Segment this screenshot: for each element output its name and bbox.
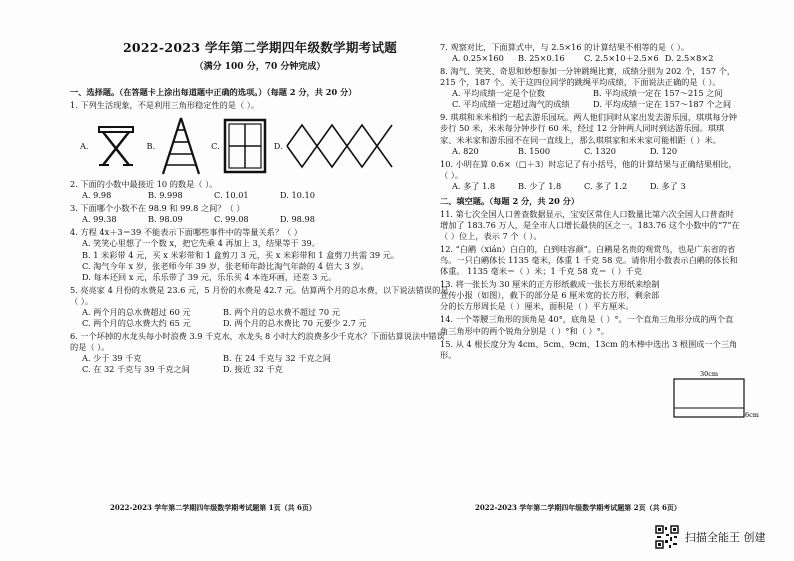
option-c[interactable]: C. 2.5×10＋2.5×6 [584,53,659,64]
left-page [70,0,450,375]
option-d[interactable]: D. 10.10 [280,190,315,201]
question-13-figure [668,368,760,424]
question-12: 12. “白鹇（xián）白白的，白到哇容颜”。白鹇是名贵的观赏鸟，也是广东省的省鸟。一只白鹇体长 1135 毫米，体重 1 千克 58 克。请你用小数表示白鹇的体长和体重。 1135 毫米＝（ ）米；1 千克 58 克＝（ ）千克 [440,244,738,277]
option-a[interactable]: A. [80,121,141,171]
question-7: 7. 观察对比，下面算式中，与 2.5×16 的计算结果不相等的是（ ）。 [440,42,690,52]
option-a[interactable]: A. 两个月的总水费超过 60 元 [82,306,191,317]
option-a[interactable]: A. 0.25×160 [452,53,504,64]
option-d[interactable]: D. 多了 3 [650,180,686,191]
question-5: 5. 亮亮家 4 月份的水费是 23.6 元，5 月份的水费是 42.7 元。估算两个月的总水费，以下说法错误的是（ ）。 [70,284,449,306]
option-b[interactable]: B. 在 24 千克与 32 千克之间 [223,353,331,364]
question-3-options [70,214,450,225]
question-7-options [440,53,740,64]
option-d[interactable]: D. [274,123,395,169]
page-title: 2022-2023 学年第二学期四年级数学期考试题 [122,40,398,55]
option-c[interactable]: C. 平均成绩一定超过淘气的成绩 [452,99,570,110]
option-a[interactable]: A. 99.38 [82,214,117,225]
option-c[interactable]: C. 1320 [584,145,617,156]
question-9-options [440,146,740,157]
option-c[interactable]: C. 在 32 千克与 39 千克之间 [82,364,190,375]
qr-code-icon [655,525,679,549]
option-a[interactable]: A. 9.98 [82,190,112,201]
option-d[interactable]: D. 平均成绩一定在 157～187 个之间 [593,99,732,110]
folding-stool-icon [91,121,141,171]
option-d[interactable]: D. 两个月的总水费比 70 元要少 2.7 元 [223,317,367,328]
option-c[interactable]: C. 99.08 [214,214,249,225]
question-5-options [70,307,450,329]
option-b[interactable]: B. 1 米彩带 4 元，买 x 米彩带和 1 盒剪刀 3 元，买 x 米彩带和 1 盒剪刀共需 39 元。 [82,249,400,260]
option-d[interactable]: D. 2.5×8×2 [664,53,714,64]
page-footer-left: 2022-2023 学年第二学期四年级数学期考试题第 1页（共 6页） [110,503,316,512]
option-b[interactable]: B. 1500 [518,145,551,156]
option-d[interactable]: D. 120 [650,145,678,156]
question-1: 1. 下列生活现象，不是利用三角形稳定性的是（ ）。 [70,100,260,111]
question-13: 13. 将一张长为 30 厘米的正方形纸截成一张长方形纸来绘制宣传小报（如图），截下的部分是 6 厘米宽的长方形，剩余部分的长方形周长是（ ）厘米，面积是（ ）平方厘米。 [440,279,660,312]
question-6-options [70,353,450,375]
option-c[interactable]: C. 10.01 [214,190,249,201]
option-d[interactable]: D. 每本还回 x 元，乐乐带了 39 元，乐乐买 4 本连环画，还差 3 元。 [82,271,337,282]
option-b[interactable]: B. 两个月的总水费不超过 70 元 [223,306,340,317]
question-4-options [70,238,450,282]
option-a[interactable]: A. 少于 39 千克 [82,353,142,364]
option-c[interactable]: C. 淘气今年 x 岁，张老师今年 39 岁，张老师年龄比淘气年龄的 4 倍大 3 岁。 [82,260,369,271]
scanner-watermark [655,525,766,549]
ladder-icon [157,116,205,176]
page-footer-right: 2022-2023 学年第二学期四年级数学期考试题第 2页（共 6页） [475,503,681,512]
question-9: 9. 琪琪和米米相约一起去游乐园玩。两人他们同时从家出发去游乐园，琪琪每分钟步行 50 米，米米每分钟步行 60 米，经过 12 分钟两人同时到达游乐园。琪琪家、米米家和游乐园不在同一直线上，那么琪琪家和米米家可能相距（ ）米。 [440,112,737,145]
option-b[interactable]: B. 98.09 [148,214,183,225]
option-b[interactable]: B. 少了 1.8 [518,180,562,191]
question-3: 3. 下面哪个小数不在 98.9 和 99.8 之间？（ ） [70,203,245,214]
question-2: 2. 下面的小数中最接近 10 的数是（ ）。 [70,179,218,190]
question-11: 11. 第七次全国人口普查数据显示，宝安区常住人口数量比第六次全国人口普查时增加了 183.76 万人，是全市人口增长最快的区之一。183.76 这个小数中的“7”在（ ）位上，表示 7 个（ ）。 [440,208,740,241]
question-10-options [440,181,740,192]
question-4: 4. 方程 4x＋3＝39 不能表示下面哪些事件中的等量关系？（ ） [70,227,302,238]
option-b[interactable]: B. 25×0.16 [518,53,565,64]
figure-side-label: 6cm [745,411,759,419]
page-subtitle: （满分 100 分，70 分钟完成） [194,61,326,72]
lattice-fence-icon [285,123,395,169]
question-2-options [70,190,450,201]
question-1-figures [80,115,450,177]
option-c[interactable]: C. 多了 1.2 [584,180,628,191]
option-b[interactable]: B. 平均成绩一定在 157～215 之间 [593,88,723,99]
option-b[interactable]: B. [147,116,206,176]
option-a[interactable]: A. 笑笑心里想了一个数 x，把它先乘 4 再加上 3，结果等于 39。 [82,238,320,249]
question-15: 15. 从 4 根长度分为 4cm、5cm、9cm、13cm 的木棒中选出 3 根围成一个三角形。 [440,338,738,360]
question-8-options [440,88,740,110]
section-choice-heading: 一、选择题。（在答题卡上涂出每道题中正确的选项。）（每题 2 分，共 20 分） [70,87,357,98]
option-b[interactable]: B. 9.998 [148,190,183,201]
option-a[interactable]: A. 平均成绩一定是个位数 [452,88,545,99]
section-fill-heading: 二、填空题。（每题 2 分，共 20 分） [440,195,580,206]
right-page [440,40,740,361]
question-14: 14. 一个等腰三角形的顶角是 40°，底角是（ ）°。一个直角三角形分成的两个直角三角形中的两个锐角分别是（ ）°和（ ）°。 [440,314,734,336]
question-8: 8. 淘气、笑笑、奇思和妙想参加一分钟跳绳比赛，成绩分别为 202 个，157 个，215 个，187 个。关于这四位同学的跳绳平均成绩，下面说法正确的是（ ）。 [440,66,736,88]
question-6: 6. 一个坏掉的水龙头每小时浪费 3.9 千克水，水龙头 8 小时大约浪费多少千克水？下面估算说法中错误的是（ ）。 [70,330,445,353]
window-frame-icon [222,117,268,175]
option-d[interactable]: D. 98.98 [280,214,315,225]
option-c[interactable]: C. [211,117,268,175]
option-a[interactable]: A. 多了 1.8 [452,180,496,191]
figure-top-label: 30cm [700,370,719,378]
option-d[interactable]: D. 接近 32 千克 [223,364,283,375]
option-a[interactable]: A. 820 [452,145,479,156]
question-10: 10. 小明在算 0.6×（□＋3）时忘记了有小括号，他的计算结果与正确结果相比，（ ）。 [440,158,737,180]
watermark-text: 扫描全能王 创建 [685,531,766,544]
option-c[interactable]: C. 两个月的总水费大约 65 元 [82,317,191,328]
